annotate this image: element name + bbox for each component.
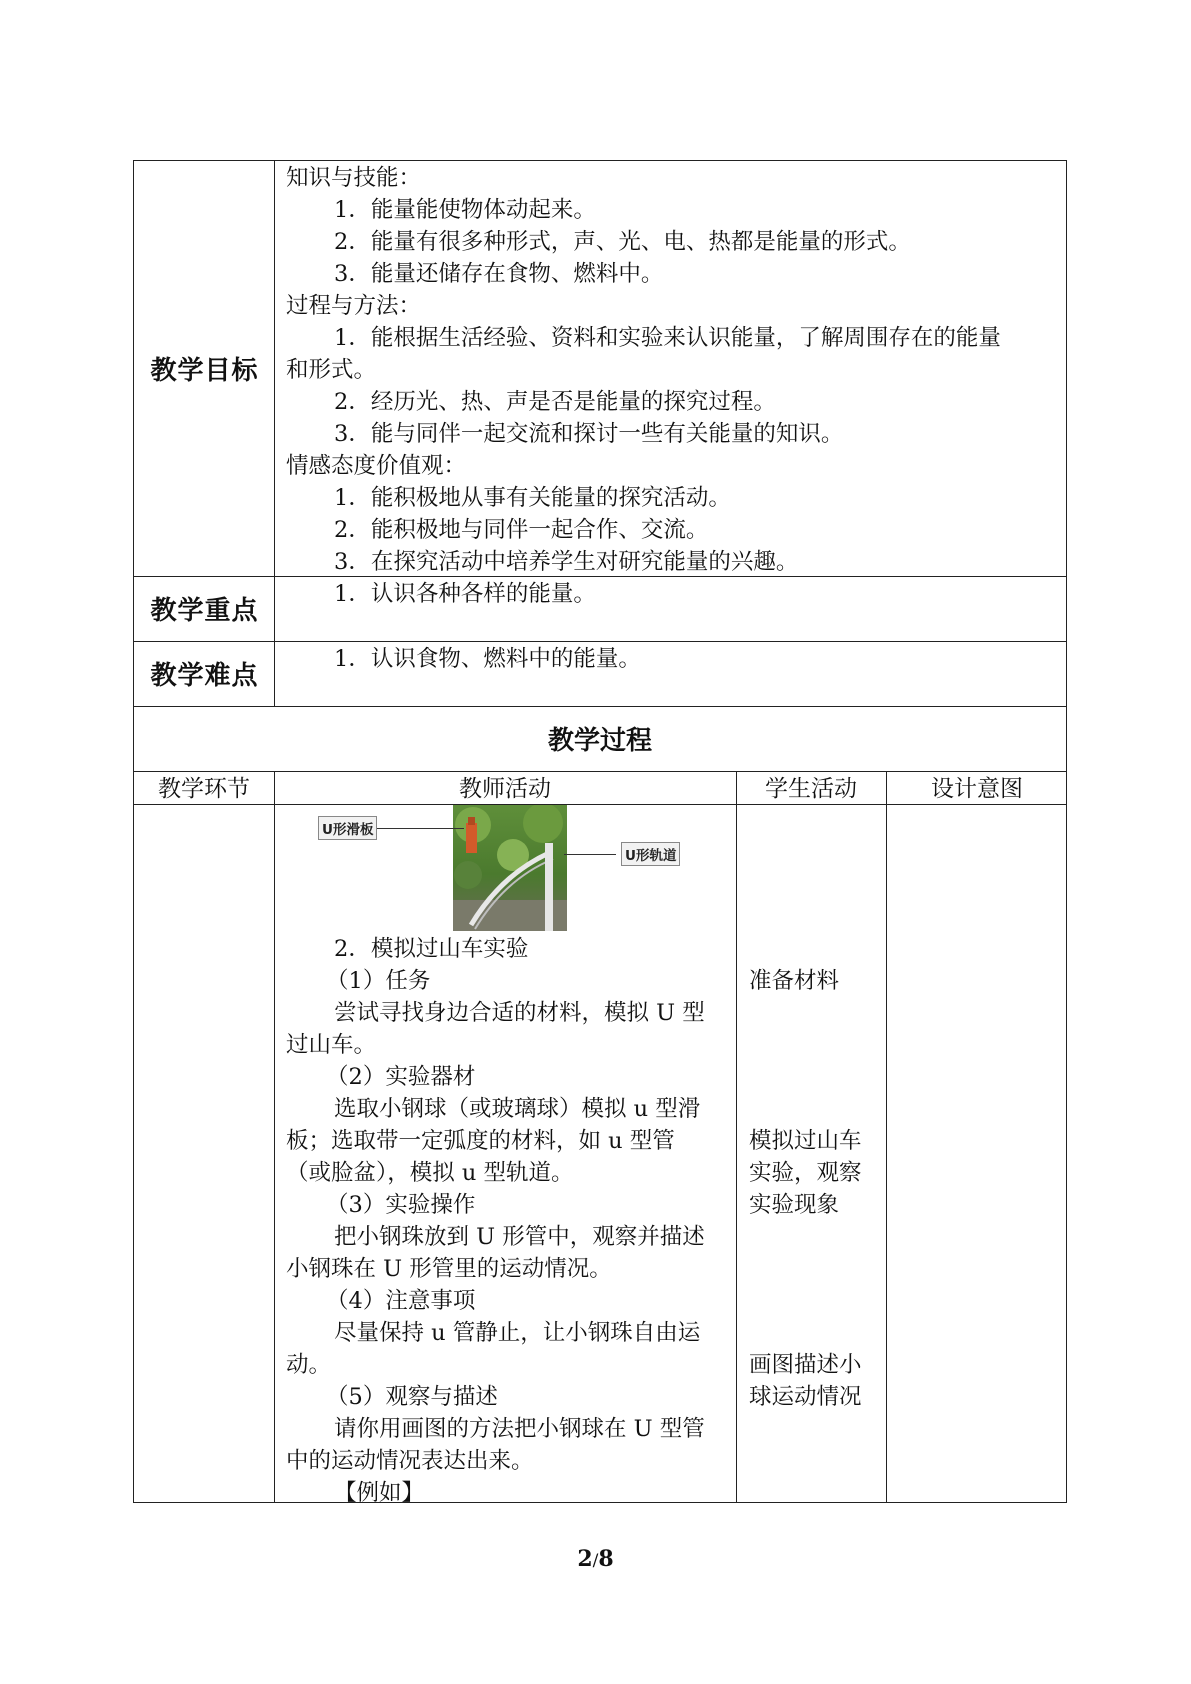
objectives-line: 3．能量还储存在食物、燃料中。 [334, 261, 664, 287]
teacher-line: 尽量保持 u 管静止，让小钢珠自由运 [334, 1320, 701, 1346]
student-line: 画图描述小 [749, 1352, 862, 1378]
objectives-line: 2．经历光、热、声是否是能量的探究过程。 [334, 389, 776, 415]
teacher-line: 尝试寻找身边合适的材料，模拟 U 型 [334, 1000, 705, 1026]
student-line: 准备材料 [749, 968, 840, 994]
key-points-label: 教学重点 [150, 596, 259, 626]
objectives-line: 2．能量有很多种形式，声、光、电、热都是能量的形式。 [334, 229, 911, 255]
teacher-line: 小钢珠在 U 形管里的运动情况。 [286, 1256, 612, 1282]
student-line: 球运动情况 [749, 1384, 862, 1410]
callout-line [374, 828, 464, 829]
u-track-label: U形轨道 [621, 842, 680, 866]
process-title: 教学过程 [547, 725, 652, 756]
teacher-line: （4）注意事项 [326, 1288, 476, 1314]
objectives-label: 教学目标 [150, 356, 259, 386]
page-total: 8 [598, 1546, 614, 1572]
col-divider [736, 771, 737, 1502]
teacher-line: （或脸盆），模拟 u 型轨道。 [286, 1160, 574, 1186]
header-intent: 设计意图 [931, 776, 1023, 802]
key-points-text: 1．认识各种各样的能量。 [334, 581, 596, 607]
teacher-line: 把小钢珠放到 U 形管中，观察并描述 [334, 1224, 705, 1250]
page-current: 2 [577, 1546, 593, 1572]
difficulties-text: 1．认识食物、燃料中的能量。 [334, 646, 641, 672]
header-teacher: 教师活动 [459, 776, 551, 802]
objectives-line: 3．在探究活动中培养学生对研究能量的兴趣。 [334, 549, 799, 575]
teacher-line: （5）观察与描述 [326, 1384, 498, 1410]
col-divider [886, 771, 887, 1502]
roller-coaster-photo [453, 805, 567, 931]
teacher-line: 板；选取带一定弧度的材料，如 u 型管 [286, 1128, 675, 1154]
objectives-line: 过程与方法： [286, 293, 422, 319]
page-number [0, 1546, 1191, 1572]
objectives-line: 1．能积极地从事有关能量的探究活动。 [334, 485, 731, 511]
teacher-line: 【例如】 [334, 1480, 425, 1506]
objectives-line: 和形式。 [286, 357, 377, 383]
objectives-line: 2．能积极地与同伴一起合作、交流。 [334, 517, 709, 543]
header-student: 学生活动 [765, 776, 857, 802]
teacher-line: 过山车。 [286, 1032, 377, 1058]
student-line: 实验现象 [749, 1192, 840, 1218]
teacher-line: 选取小钢球（或玻璃球）模拟 u 型滑 [334, 1096, 701, 1122]
difficulties-label: 教学难点 [150, 661, 259, 691]
student-line: 模拟过山车 [749, 1128, 862, 1154]
objectives-line: 知识与技能： [286, 165, 422, 191]
col-divider [274, 771, 275, 1502]
objectives-line: 1．能量能使物体动起来。 [334, 197, 596, 223]
teacher-line: 请你用画图的方法把小钢球在 U 型管 [334, 1416, 705, 1442]
objectives-line: 3．能与同伴一起交流和探讨一些有关能量的知识。 [334, 421, 844, 447]
header-stage: 教学环节 [158, 776, 250, 802]
callout-line [564, 854, 616, 855]
objectives-line: 情感态度价值观： [286, 453, 467, 479]
lesson-plan-table [133, 160, 1067, 1506]
student-line: 实验，观察 [749, 1160, 862, 1186]
teacher-line: 2．模拟过山车实验 [334, 936, 529, 962]
teacher-line: （3）实验操作 [326, 1192, 476, 1218]
teacher-line: （2）实验器材 [326, 1064, 476, 1090]
teacher-line: 动。 [286, 1352, 332, 1378]
page-separator: / [592, 1551, 599, 1571]
teacher-line: （1）任务 [326, 968, 431, 994]
u-slide-label: U形滑板 [318, 816, 377, 840]
objectives-line: 1．能根据生活经验、资料和实验来认识能量，了解周围存在的能量 [334, 325, 1001, 351]
teacher-line: 中的运动情况表达出来。 [286, 1448, 534, 1474]
